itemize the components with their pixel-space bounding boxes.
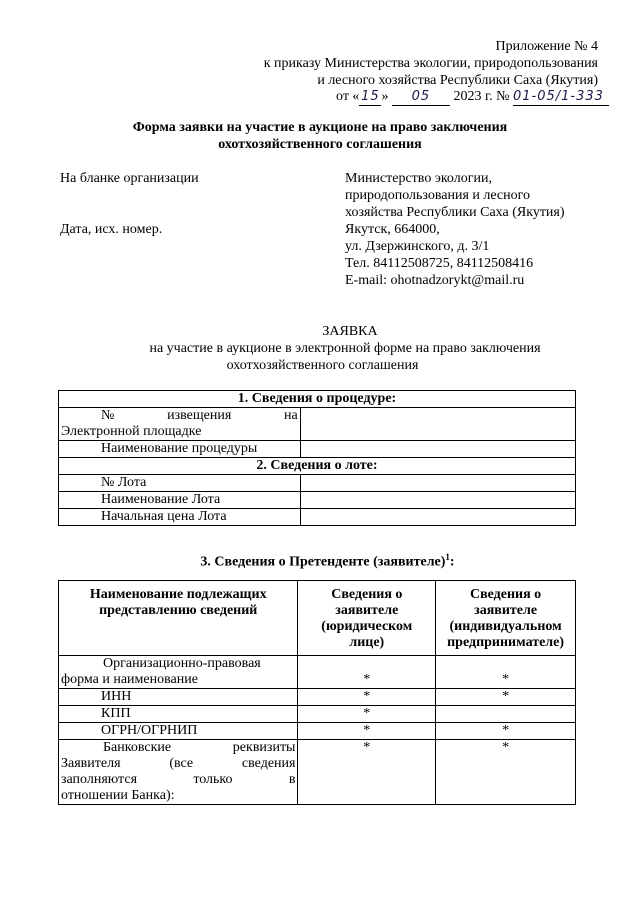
org-form-label-line1: Организационно-правовая (103, 656, 261, 671)
bank-label-word1: Банковские (103, 740, 172, 755)
inn-individual[interactable]: * (436, 689, 576, 706)
addressee-line: Тел. 84112508725, 84112508416 (345, 256, 534, 271)
section-applicant-colon: : (449, 554, 455, 570)
column-header-name: Наименование подлежащих представлению сведений (59, 581, 298, 656)
org-form-label-line2: форма и наименование (61, 672, 198, 687)
section-lot-header: 2. Сведения о лоте: (59, 458, 576, 475)
org-form-legal[interactable]: * (298, 656, 436, 689)
table-row (59, 689, 576, 706)
table-row (59, 458, 576, 475)
procedure-name-label: Наименование процедуры (59, 441, 301, 458)
procedure-lot-table (58, 390, 576, 526)
section-applicant-title-text: 3. Сведения о Претенденте (заявителе) (200, 554, 446, 570)
kpp-individual[interactable] (436, 706, 576, 723)
application-title: ЗАЯВКА (322, 324, 378, 339)
kpp-legal[interactable]: * (298, 706, 436, 723)
bank-label-word9: отношении Банка): (61, 788, 175, 803)
addressee-line: хозяйства Республики Саха (Якутия) (345, 205, 565, 220)
notice-number-label (59, 408, 301, 441)
table-row (59, 475, 576, 492)
addressee-line: природопользования и лесного (345, 188, 531, 203)
application-subtitle-line2: охотхозяйственного соглашения (226, 358, 419, 373)
table-header-row (59, 581, 576, 656)
bank-label-word7: только (193, 772, 233, 787)
procedure-name-value[interactable] (300, 441, 575, 458)
column-header-individual: Сведения о заявителе (индивидуальном предпринимателе) (436, 581, 576, 656)
lot-price-label: Начальная цена Лота (59, 509, 301, 526)
lot-price-value[interactable] (300, 509, 575, 526)
org-form-individual[interactable]: * (436, 656, 576, 689)
addressee-email: E-mail: ohotnadzorykt@mail.ru (345, 273, 525, 288)
table-row (59, 509, 576, 526)
notice-number-word2: извещения (167, 408, 232, 423)
application-heading (0, 323, 640, 340)
notice-number-word3: на (283, 408, 298, 423)
order-ref-line2: и лесного хозяйства Республики Саха (Якутия) (317, 73, 598, 88)
table-row (59, 391, 576, 408)
bank-label-word4: (все (169, 756, 194, 771)
section-applicant-title (0, 549, 640, 571)
application-subtitle-2 (0, 357, 640, 374)
date-ref-note: Дата, исх. номер. (60, 222, 163, 237)
date-day: 15 (361, 89, 380, 104)
table-row (59, 492, 576, 509)
addressee-line: Якутск, 664000, (345, 222, 440, 237)
bank-label-word6: заполняются (61, 772, 138, 787)
bank-details-label (59, 740, 298, 805)
table-row (59, 740, 576, 805)
addressee-line: ул. Дзержинского, д. 3/1 (345, 239, 490, 254)
lot-name-value[interactable] (300, 492, 575, 509)
lot-number-label: № Лота (59, 475, 301, 492)
inn-legal[interactable]: * (298, 689, 436, 706)
lot-number-value[interactable] (300, 475, 575, 492)
date-sep: » (381, 89, 389, 104)
bank-details-individual[interactable]: * (436, 740, 576, 805)
bank-label-word2: реквизиты (232, 740, 296, 755)
form-title-line1: Форма заявки на участие в аукционе на право заключения (132, 120, 508, 135)
table-row (59, 706, 576, 723)
org-form-label (59, 656, 298, 689)
inn-label: ИНН (59, 689, 298, 706)
applicant-table (58, 580, 576, 805)
bank-label-word8: в (288, 772, 296, 787)
bank-details-legal[interactable]: * (298, 740, 436, 805)
table-row (59, 723, 576, 740)
application-subtitle-line1: на участие в аукционе в электронной форме на право заключения (149, 341, 541, 356)
ogrn-label: ОГРН/ОГРНИП (59, 723, 298, 740)
order-date-line (336, 88, 609, 106)
appendix-label: Приложение № 4 (495, 39, 598, 54)
ogrn-individual[interactable]: * (436, 723, 576, 740)
notice-number-word4: Электронной площадке (61, 424, 202, 439)
form-title (0, 119, 640, 153)
order-number: 01-05/1-333 (513, 88, 609, 106)
table-row (59, 656, 576, 689)
section-procedure-header: 1. Сведения о процедуре: (59, 391, 576, 408)
ogrn-legal[interactable]: * (298, 723, 436, 740)
bank-label-word5: сведения (241, 756, 296, 771)
date-month: 05 (392, 88, 450, 106)
kpp-label: КПП (59, 706, 298, 723)
bank-label-word3: Заявителя (61, 756, 121, 771)
order-ref-line1: к приказу Министерства экологии, природопользования (263, 56, 598, 71)
notice-number-value[interactable] (300, 408, 575, 441)
form-title-line2: охотхозяйственного соглашения (218, 137, 422, 152)
date-year: 2023 г. № (453, 89, 510, 104)
notice-number-word1: № (101, 408, 115, 423)
date-prefix: от « (336, 89, 360, 104)
column-header-legal: Сведения о заявителе (юридическом лице) (298, 581, 436, 656)
table-row (59, 408, 576, 441)
lot-name-label: Наименование Лота (59, 492, 301, 509)
table-row (59, 441, 576, 458)
addressee-line: Министерство экологии, (345, 171, 492, 186)
addressee-block (345, 170, 565, 289)
application-subtitle (0, 340, 640, 357)
letterhead-note: На бланке организации (60, 171, 199, 186)
footnote-marker: 1 (445, 552, 450, 562)
